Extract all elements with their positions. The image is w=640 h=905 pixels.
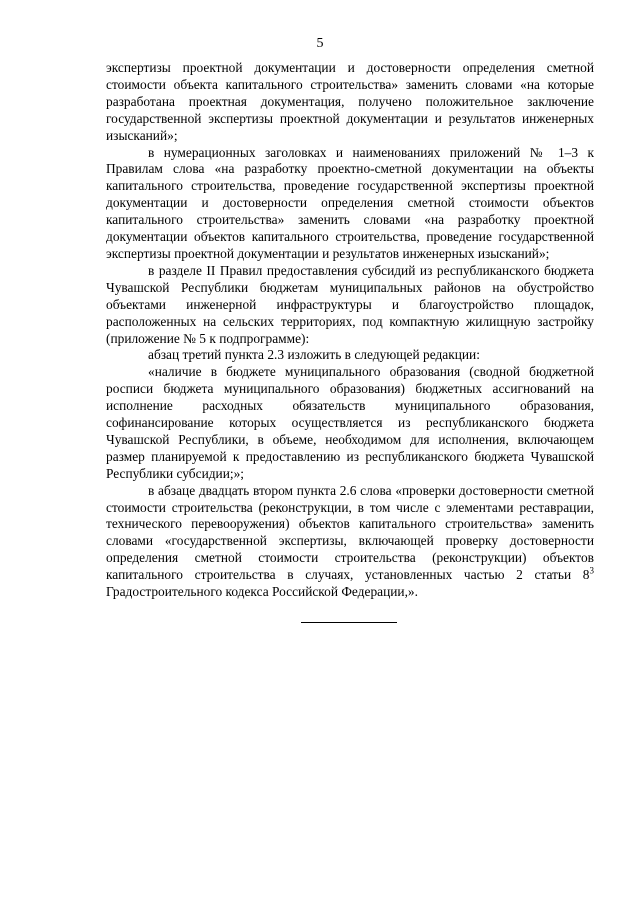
paragraph-section-ii: в разделе II Правил предоставления субсидий из республиканского бюджета Чувашской Республики бюджетам муниципальных районов на обустройство объектами инженерной инфраструктуры и благоустройство площадок, расположенных на сельских территориях, под компактную жилищную застройку (приложение № 5 к подпрограмме): <box>106 262 594 346</box>
document-body <box>106 60 594 601</box>
article-superscript: 3 <box>589 565 594 576</box>
paragraph-clause-2-6-tail: Градостроительного кодекса Российской Федерации,». <box>106 584 418 600</box>
end-separator-line <box>301 622 397 623</box>
paragraph-appendix-headings: в нумерационных заголовках и наименованиях приложений № 1–3 к Правилам слова «на разработку проектно-сметной документации на объекты капитального строительства, проведение государственной экспертизы проектной документации и достоверности определения сметной стоимости объектов капитального строительства» заменить словами «на разработку проектной документации объектов капитального строительства, проведение государственной экспертизы проектной документации и результатов инженерных изысканий»; <box>106 144 594 261</box>
paragraph-continuation: экспертизы проектной документации и достоверности определения сметной стоимости объекта капитального строительства» заменить словами «на которые разработана проектная документация, получено положительное заключение государственной экспертизы проектной документации и результатов инженерных изысканий»; <box>106 60 594 143</box>
paragraph-clause-2-6 <box>106 483 594 601</box>
paragraph-clause-2-6-main: в абзаце двадцать втором пункта 2.6 слова «проверки достоверности сметной стоимости строительства (реконструкции, в том числе с элементами реставрации, технического перевооружения) объектов капитального строительства» заменить словами «государственной экспертизы, включающей проверку достоверности определения сметной стоимости строительства (реконструкции) объектов капитального строительства в случаях, установленных частью 2 статьи 8 <box>106 482 594 583</box>
paragraph-quoted-text: «наличие в бюджете муниципального образования (сводной бюджетной росписи бюджета муниципального образования) бюджетных ассигнований на исполнение расходных обязательств муниципального образования, софинансирование которых осуществляется из республиканского бюджета Чувашской Республики, в объеме, необходимом для исполнения, включающем размер планируемой к предоставлению из республиканского бюджета Чувашской Республики субсидии;»; <box>106 364 594 481</box>
page-number: 5 <box>316 36 324 51</box>
paragraph-clause-2-3: абзац третий пункта 2.3 изложить в следующей редакции: <box>148 347 480 363</box>
